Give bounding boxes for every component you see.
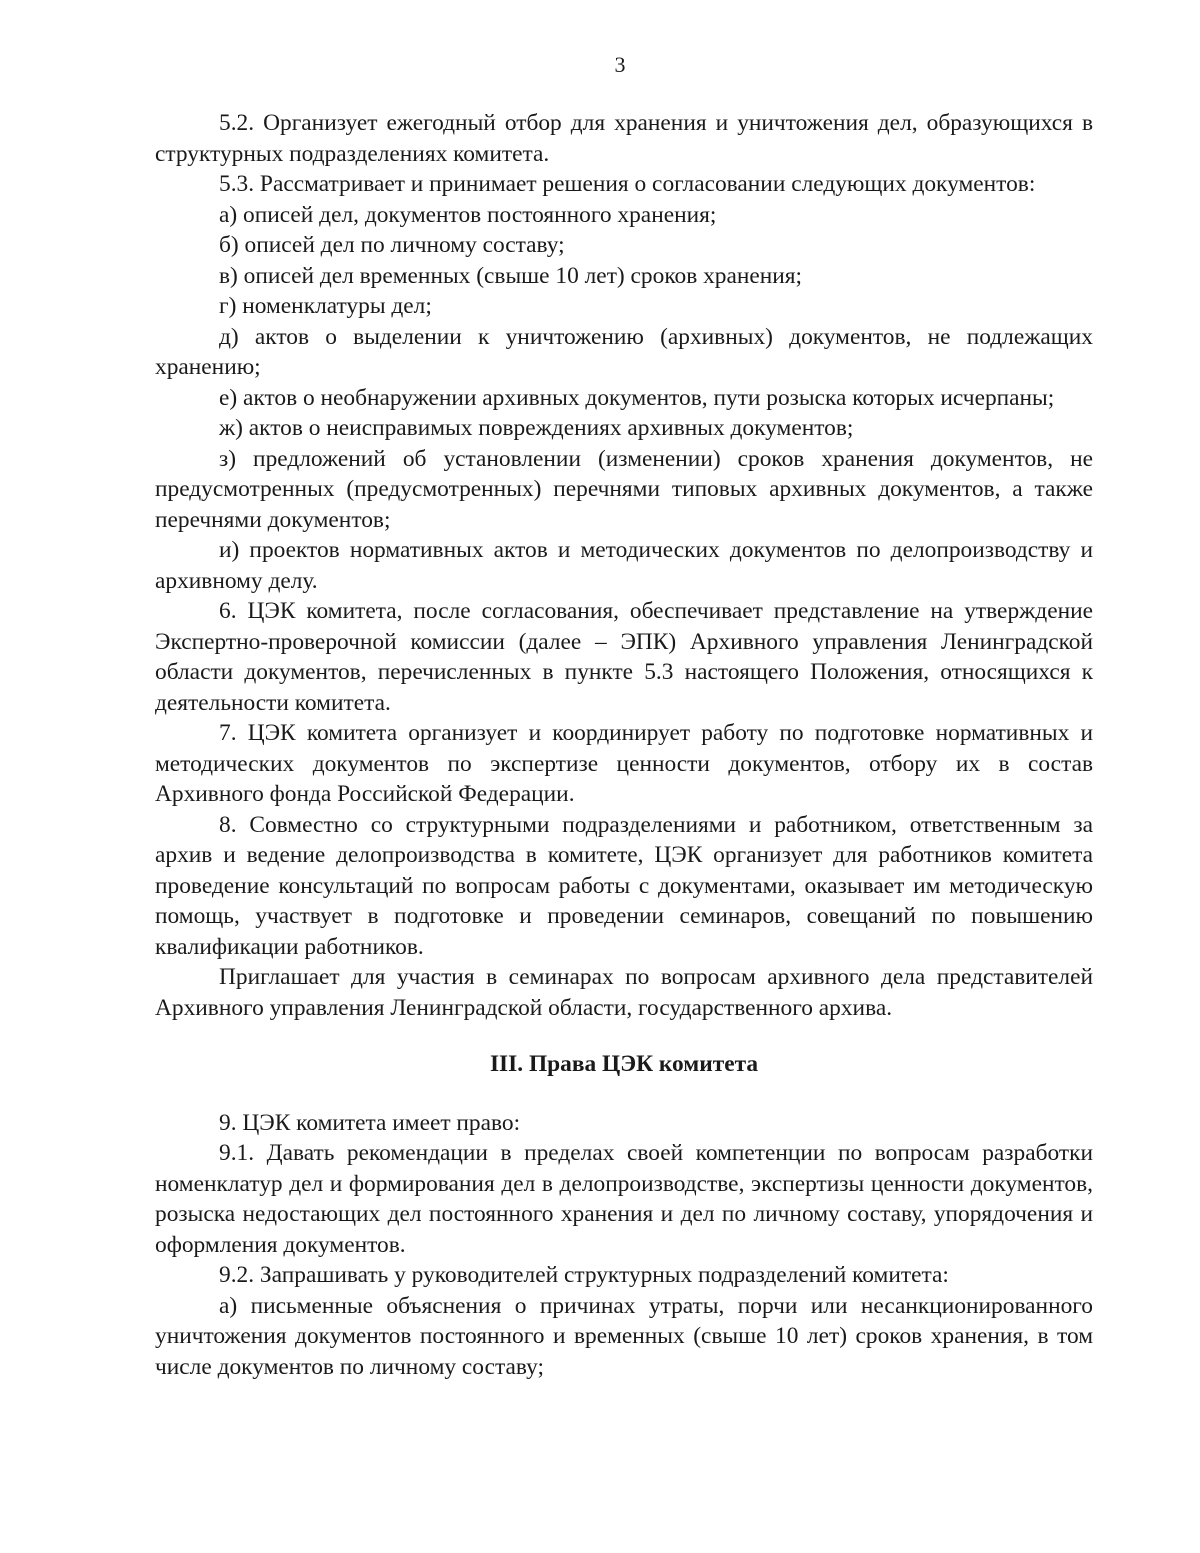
paragraph-9: 9. ЦЭК комитета имеет право: [219,1109,521,1136]
paragraph-9-2: 9.2. Запрашивать у руководителей структурных подразделений комитета: [219,1262,949,1288]
list-item-9-2-a: а) письменные объяснения о причинах утраты, порчи или несанкционированного уничтожения документов постоянного и временных (свыше 10 лет) сроков хранения, в том числе документов по личному составу; [155,1292,1093,1380]
page-number: 3 [614,52,626,77]
document-body [155,108,1093,1382]
list-item-i: и) проектов нормативных актов и методических документов по делопроизводству и архивному делу. [155,537,1093,594]
list-item-b: б) описей дел по личному составу; [219,232,565,258]
list-item-d: д) актов о выделении к уничтожению (архивных) документов, не подлежащих хранению; [155,323,1093,380]
paragraph-5-2: 5.2. Организует ежегодный отбор для хранения и уничтожения дел, образующихся в структурных подразделениях комитета. [155,110,1093,167]
paragraph-7: 7. ЦЭК комитета организует и координирует работу по подготовке нормативных и методических документов по экспертизе ценности документов, отбору их в состав Архивного фонда Российской Федерации. [155,720,1093,807]
list-item-a: а) описей дел, документов постоянного хранения; [219,201,717,228]
list-item-e: е) актов о необнаружении архивных документов, пути розыска которых исчерпаны; [219,384,1055,411]
paragraph-8: 8. Совместно со структурными подразделениями и работником, ответственным за архив и ведение делопроизводства в комитете, ЦЭК организует для работников комитета проведение консультаций по вопросам работы с документами, оказывает им методическую помощь, участвует в подготовке и проведении семинаров, совещаний по повышению квалификации работников. [155,811,1093,960]
list-item-g: г) номенклатуры дел; [219,293,432,319]
paragraph-invites: Приглашает для участия в семинарах по вопросам архивного дела представителей Архивного управления Ленинградской области, государственного архива. [155,964,1093,1021]
list-item-z: з) предложений об установлении (изменении) сроков хранения документов, не предусмотренных (предусмотренных) перечнями типовых архивных документов, а также перечнями документов; [155,445,1093,533]
paragraph-5-3: 5.3. Рассматривает и принимает решения о согласовании следующих документов: [219,171,1036,197]
section-heading: III. Права ЦЭК комитета [489,1051,759,1077]
paragraph-9-1: 9.1. Давать рекомендации в пределах своей компетенции по вопросам разработки номенклатур дел и формирования дел в делопроизводстве, экспертизы ценности документов, розыска недостающих дел постоянного хранения и дел по личному составу, упорядочения и оформления документов. [155,1140,1093,1258]
list-item-zh: ж) актов о неисправимых повреждениях архивных документов; [219,415,854,441]
list-item-v: в) описей дел временных (свыше 10 лет) сроков хранения; [219,262,803,289]
paragraph-6: 6. ЦЭК комитета, после согласования, обеспечивает представление на утверждение Экспертно-проверочной комиссии (далее – ЭПК) Архивного управления Ленинградской области документов, перечисленных в пункте 5.3 настоящего Положения, относящихся к деятельности комитета. [155,598,1093,716]
